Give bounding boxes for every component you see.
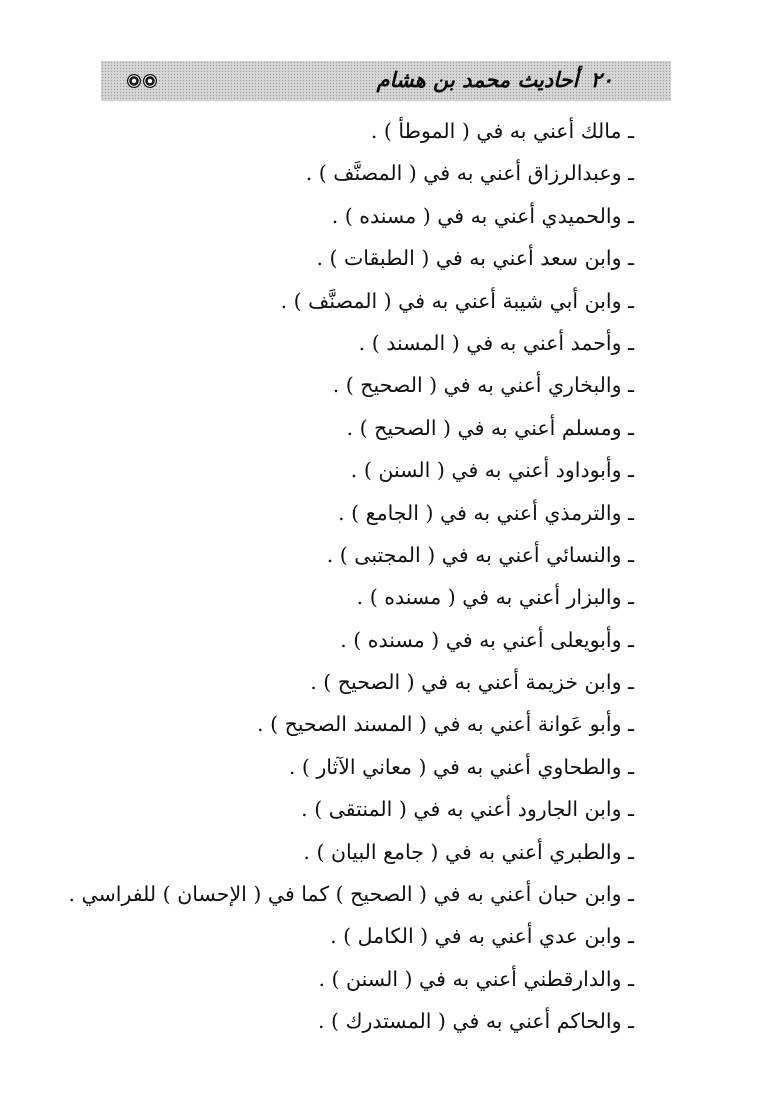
list-item: ـ وأبويعلى أعني به في ( مسنده ) . [340,627,634,652]
list-item: ـ وابن سعد أعني به في ( الطبقات ) . [316,246,634,271]
list-item: ـ والحاكم أعني به في ( المستدرك ) . [318,1009,634,1034]
list-item: ـ وأبوداود أعني به في ( السنن ) . [350,458,634,483]
list-item: ـ والدارقطني أعني به في ( السنن ) . [318,966,634,991]
page-number: ٢٠ [590,68,613,92]
list-item: ـ وابن حبان أعني به في ( الصحيح ) كما في ( الإحسان ) للفراسي . [68,882,634,907]
book-title: أحاديث محمد بن هشام [376,68,579,92]
list-item: ـ والطحاوي أعني به في ( معاني الآثار ) . [288,754,634,779]
list-item: ـ مالك أعني به في ( الموطأ ) . [370,119,634,143]
source-list [24,116,634,1049]
list-item: ـ وابن الجارود أعني به في ( المنتقى ) . [301,797,634,822]
ornament-circle-icon [127,74,141,88]
list-item: ـ والبخاري أعني به في ( الصحيح ) . [332,373,634,398]
list-item: ـ وابن عدي أعني به في ( الكامل ) . [330,924,634,949]
list-item: ـ وعبدالرزاق أعني به في ( المصنَّف ) . [305,161,634,186]
ornament-circle-icon [143,74,157,88]
list-item: ـ ومسلم أعني به في ( الصحيح ) . [346,415,634,440]
list-item: ـ والحميدي أعني به في ( مسنده ) . [331,203,634,228]
header-title-block [376,66,613,94]
list-item: ـ وابن خزيمة أعني به في ( الصحيح ) . [310,670,634,695]
list-item: ـ وابن أبي شيبة أعني به في ( المصنَّف ) . [280,288,634,313]
list-item: ـ وأحمد أعني به في ( المسند ) . [358,330,634,355]
running-header [101,61,671,101]
list-item: ـ والنسائي أعني به في ( المجتبى ) . [326,542,634,567]
header-ornament-icon [127,74,171,90]
list-item: ـ والبزار أعني به في ( مسنده ) . [356,585,634,610]
list-item: ـ وأبو عَوانة أعني به في ( المسند الصحيح ) . [257,712,634,737]
list-item: ـ والترمذي أعني به في ( الجامع ) . [338,500,634,525]
list-item: ـ والطبري أعني به في ( جامع البيان ) . [303,839,634,864]
